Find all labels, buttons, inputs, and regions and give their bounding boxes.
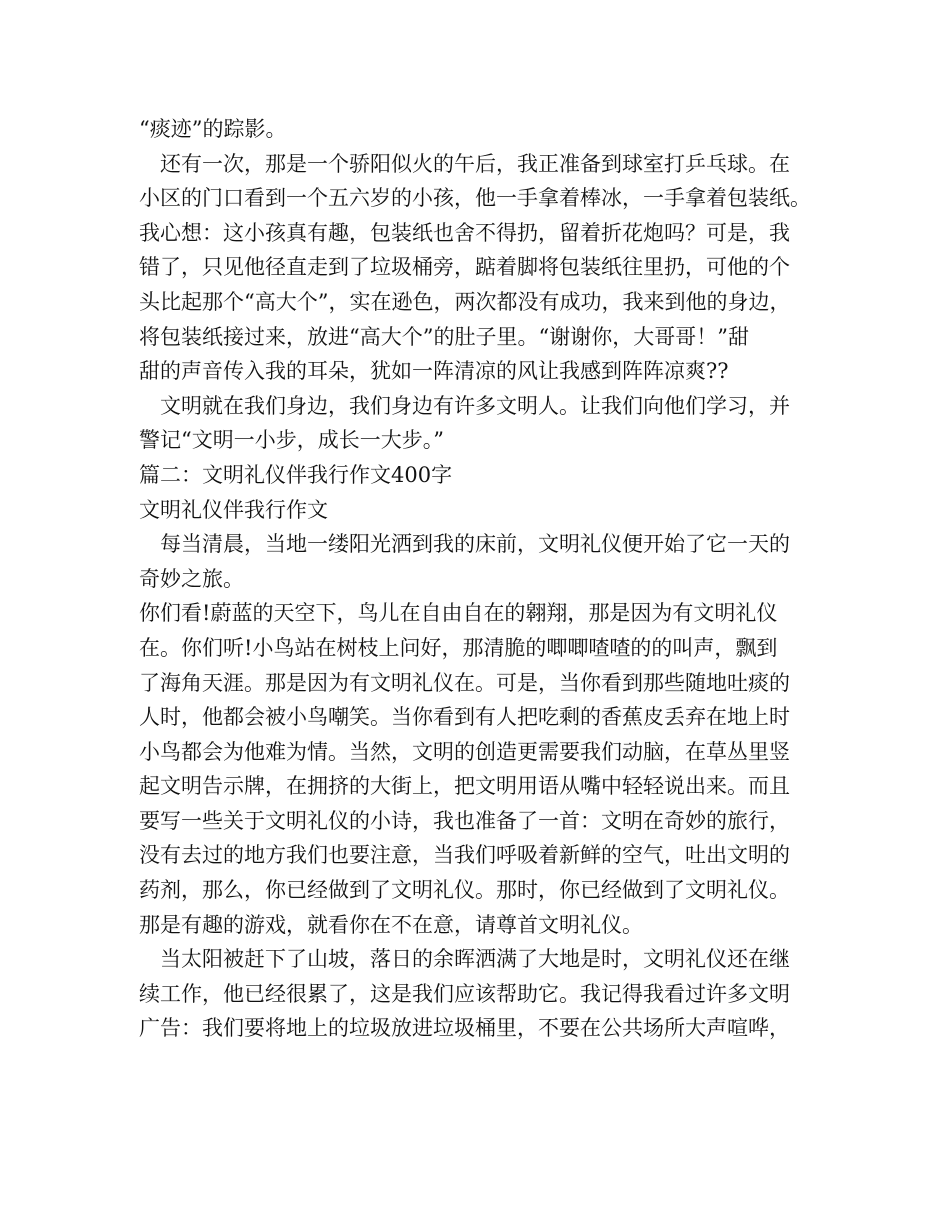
text-line: 我心想：这小孩真有趣，包装纸也舍不得扔，留着折花炮吗？可是，我 xyxy=(139,220,790,245)
text-line: 你们看!蔚蓝的天空下，鸟儿在自由自在的翱翔，那是因为有文明礼仪 xyxy=(139,601,778,626)
text-line: 人时，他都会被小鸟嘲笑。当你看到有人把吃剩的香蕉皮丢弃在地上时 xyxy=(139,705,790,730)
text-line: 小鸟都会为他难为情。当然，文明的创造更需要我们动脑，在草丛里竖 xyxy=(139,739,790,764)
text-line: 那是有趣的游戏，就看你在不在意，请尊首文明礼仪。 xyxy=(139,912,643,937)
text-line: 将包装纸接过来，放进“高大个”的肚子里。“谢谢你，大哥哥！”甜 xyxy=(139,324,749,349)
text-line: 小区的门口看到一个五六岁的小孩，他一手拿着棒冰，一手拿着包装纸。 xyxy=(139,186,811,211)
text-line: 甜的声音传入我的耳朵，犹如一阵清凉的风让我感到阵阵凉爽?? xyxy=(139,359,729,384)
text-line: 错了，只见他径直走到了垃圾桶旁，踮着脚将包装纸往里扔，可他的个 xyxy=(139,255,790,280)
text-line: 在。你们听!小鸟站在树枝上问好，那清脆的唧唧喳喳的的叫声，飘到 xyxy=(139,635,778,660)
text-line: 广告：我们要将地上的垃圾放进垃圾桶里，不要在公共场所大声喧哗， xyxy=(139,1016,790,1041)
document-body xyxy=(139,112,839,1046)
text-line: 了海角天涯。那是因为有文明礼仪在。可是，当你看到那些随地吐痰的 xyxy=(139,670,790,695)
text-line: “痰迹”的踪影。 xyxy=(139,117,287,141)
essay-title: 文明礼仪伴我行作文 xyxy=(139,497,328,522)
text-line: 要写一些关于文明礼仪的小诗，我也准备了一首：文明在奇妙的旅行， xyxy=(139,808,790,833)
text-line: 奇妙之旅。 xyxy=(139,566,244,591)
text-line: 每当清晨，当地一缕阳光洒到我的床前，文明礼仪便开始了它一天的 xyxy=(139,532,790,557)
text-line: 续工作，他已经很累了，这是我们应该帮助它。我记得我看过许多文明 xyxy=(139,981,790,1006)
text-line: 没有去过的地方我们也要注意，当我们呼吸着新鲜的空气，吐出文明的 xyxy=(139,843,790,868)
text-line: 当太阳被赶下了山坡，落日的余晖洒满了大地是时，文明礼仪还在继 xyxy=(139,947,790,972)
text-line: 头比起那个“高大个”，实在逊色，两次都没有成功，我来到他的身边， xyxy=(139,289,791,314)
text-line: 文明就在我们身边，我们身边有许多文明人。让我们向他们学习，并 xyxy=(139,393,790,418)
text-line: 警记“文明一小步，成长一大步。” xyxy=(139,428,444,453)
text-line: 还有一次，那是一个骄阳似火的午后，我正准备到球室打乒乓球。在 xyxy=(139,151,790,176)
text-line: 起文明告示牌，在拥挤的大街上，把文明用语从嘴中轻轻说出来。而且 xyxy=(139,774,790,799)
text-line: 药剂，那么，你已经做到了文明礼仪。那时，你已经做到了文明礼仪。 xyxy=(139,878,790,903)
section-heading: 篇二：文明礼仪伴我行作文400字 xyxy=(139,462,453,487)
